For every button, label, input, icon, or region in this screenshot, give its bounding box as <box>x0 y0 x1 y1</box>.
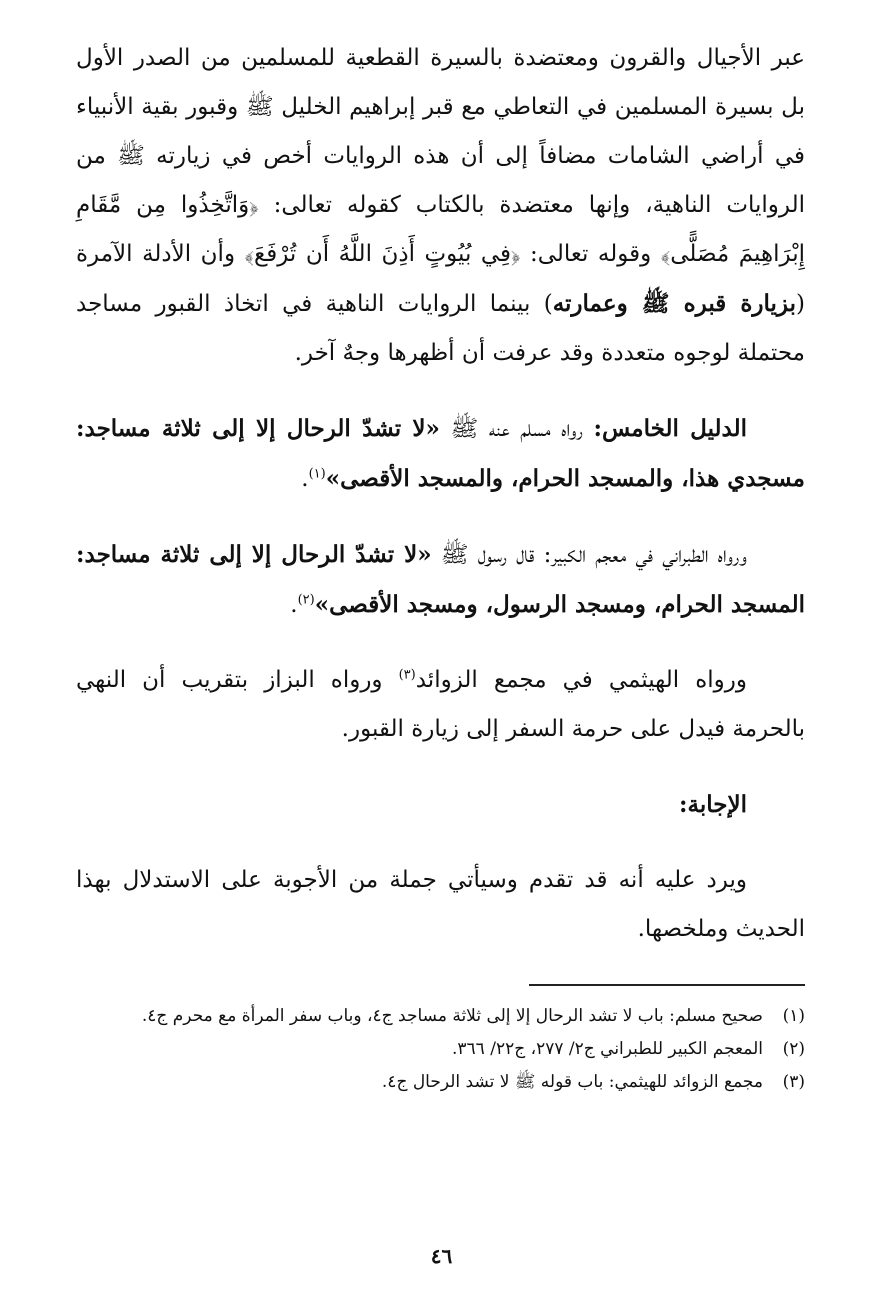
footnote-1 <box>76 1000 805 1033</box>
paragraph-gap <box>76 830 805 856</box>
text-segment: ويرد عليه أنه قد تقدم وسيأتي جملة من الأجوبة على الاستدلال بهذا الحديث وملخصها. <box>76 867 805 942</box>
footnote-2 <box>76 1033 805 1066</box>
text-segment: ورواه الهيثمي في مجمع الزوائد <box>415 667 747 693</box>
footnote-text: صحيح مسلم: باب لا تشد الرحال إلا إلى ثلاثة مساجد ج٤، وباب سفر المرأة مع محرم ج٤. <box>141 1006 763 1026</box>
footnote-ref-2[interactable]: (٢) <box>297 592 315 608</box>
text-segment: عبر الأجيال والقرون ومعتضدة بالسيرة القطعية للمسلمين من الصدر الأول بل بسيرة المسلمين في التعاطي مع قبر إبراهيم الخليل ﷺ وقبور بقية الأنبياء في أراضي الشامات مضافاً إلى أن هذه الروايات أخص في زيارته ﷺ من الروايات الناهية، وإنها معتضدة بالكتاب كقوله تعالى: ﴿وَاتَّخِذُوا مِن مَّقَامِ إِبْرَاهِيمَ مُصَلًّى﴾ وقوله تعالى: ﴿فِي بُيُوتٍ أَذِنَ اللَّهُ أَن تُرْفَعَ﴾ وأن الأدلة الآمرة ( <box>76 45 805 317</box>
paragraph-1 <box>76 34 805 378</box>
section-heading-fifth-evidence: الدليل الخامس: <box>593 415 747 442</box>
paragraph-gap <box>76 754 805 780</box>
text-segment: . <box>301 466 309 492</box>
paragraph-gap <box>76 630 805 656</box>
text-segment: ورواه الطبراني في معجم الكبير: قال رسول ﷺ <box>431 542 747 568</box>
footnote-divider <box>529 984 805 986</box>
footnote-number: (٣) <box>782 1072 805 1092</box>
text-segment: رواه مسلم عنه ﷺ <box>439 416 594 442</box>
footnote-text: مجمع الزوائد للهيثمي: باب قوله ﷺ لا تشد الرحال ج٤. <box>381 1072 763 1092</box>
paragraph-6 <box>76 856 805 954</box>
bold-phrase: بزيارة قبره ﷺ وعمارته <box>552 290 796 317</box>
footnote-number: (٢) <box>782 1039 805 1059</box>
footnotes <box>76 1000 805 1099</box>
paragraph-4 <box>76 656 805 754</box>
paragraph-gap <box>76 504 805 530</box>
hadith-quote: «لا تشدّ الرحال إلا إلى ثلاثة مساجد: مسجدي هذا، والمسجد الحرام، والمسجد الأقصى» <box>76 415 805 492</box>
footnote-ref-1[interactable]: (١) <box>308 466 326 482</box>
footnote-ref-3[interactable]: (٣) <box>398 667 416 683</box>
footnote-number: (١) <box>782 1006 805 1026</box>
footnote-3 <box>76 1066 805 1099</box>
text-segment: ورواه البزاز بتقريب أن النهي بالحرمة فيدل على حرمة السفر إلى زيارة القبور. <box>76 667 805 742</box>
paragraph-gap <box>76 378 805 404</box>
text-segment: ) بينما الروايات الناهية في اتخاذ القبور مساجد محتملة لوجوه متعددة وقد عرفت أن أظهرها وجهٌ آخر. <box>76 291 805 366</box>
paragraph-2 <box>76 404 805 504</box>
page-number: ٤٦ <box>430 1244 453 1268</box>
paragraph-3 <box>76 530 805 630</box>
answer-heading: الإجابة: <box>679 791 747 818</box>
text-segment: . <box>290 592 298 618</box>
hadith-quote: «لا تشدّ الرحال إلا إلى ثلاثة مساجد: المسجد الحرام، ومسجد الرسول، ومسجد الأقصى» <box>76 541 805 618</box>
footnote-text: المعجم الكبير للطبراني ج٢/ ٢٧٧، ج٢٢/ ٣٦٦. <box>451 1039 763 1059</box>
paragraph-5 <box>76 780 805 830</box>
